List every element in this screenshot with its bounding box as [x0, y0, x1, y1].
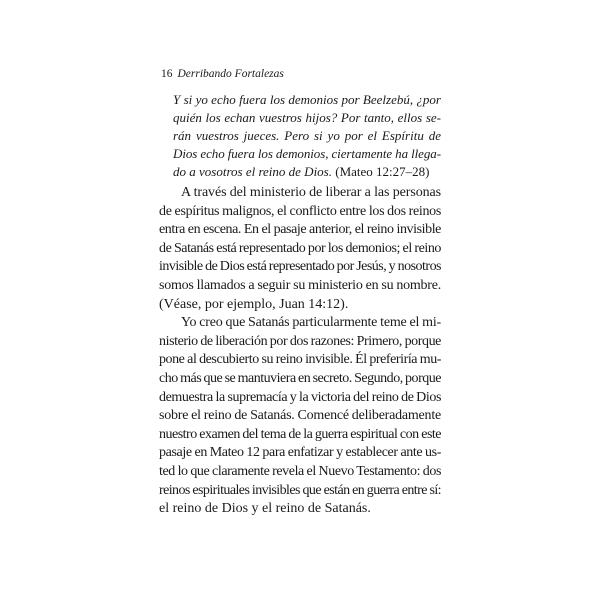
paragraph-line: demuestra la supremacía y la victoria del reino de Dios: [159, 389, 441, 405]
quote-reference: (Mateo 12:27–28): [332, 164, 430, 179]
paragraph-line: de espíritus malignos, el conflicto entre los dos reinos: [159, 203, 441, 219]
paragraph-line: el reino de Dios y el reino de Satanás.: [159, 501, 371, 517]
quote-line: quién los echan vuestros hijos? Por tanto, ellos se-: [173, 110, 441, 125]
scripture-quote: [173, 91, 441, 181]
paragraph-1: [159, 184, 441, 314]
paragraph-line: sobre el reino de Satanás. Comencé deliberadamente: [159, 408, 441, 424]
paragraph-line: A través del ministerio de liberar a las personas: [181, 185, 441, 200]
paragraph-line: pasaje en Mateo 12 para enfatizar y establecer ante us-: [159, 445, 441, 461]
paragraph-line: Yo creo que Satanás particularmente teme el mi-: [181, 315, 441, 331]
quote-line-last: [173, 163, 441, 181]
book-title: Derribando Fortalezas: [177, 68, 284, 80]
page-number: 16: [161, 68, 173, 80]
quote-line: Dios echo fuera los demonios, ciertamente ha llega-: [173, 146, 441, 161]
paragraph-line: entra en escena. En el pasaje anterior, el reino invisible: [159, 222, 441, 238]
paragraph-2: [159, 314, 441, 519]
quote-line: rán vuestros jueces. Pero si yo por el Espíritu de: [173, 128, 441, 143]
paragraph-line: reinos espirituales invisibles que están en guerra entre sí:: [159, 482, 441, 498]
paragraph-line: somos llamados a seguir su ministerio en su nombre.: [159, 277, 441, 293]
paragraph-line: (Véase, por ejemplo, Juan 14:12).: [159, 296, 349, 312]
running-header: [161, 67, 284, 81]
paragraph-line: pone al descubierto su reino invisible. Él preferiría mu-: [159, 352, 441, 368]
paragraph-line: ted lo que claramente revela el Nuevo Testamento: dos: [159, 463, 441, 479]
body-text: [159, 184, 441, 519]
quote-line: do a vosotros el reino de Dios.: [173, 164, 332, 179]
paragraph-line: cho más que se mantuviera en secreto. Segundo, porque: [159, 370, 441, 386]
paragraph-line: de Satanás está representado por los demonios; el reino: [159, 240, 441, 256]
paragraph-line: nisterio de liberación por dos razones: Primero, porque: [159, 333, 441, 349]
paragraph-line: nuestro examen del tema de la guerra espiritual con este: [159, 426, 441, 442]
quote-line: Y si yo echo fuera los demonios por Beelzebú, ¿por: [173, 92, 441, 107]
paragraph-line: invisible de Dios está representado por Jesús, y nosotros: [159, 259, 441, 275]
